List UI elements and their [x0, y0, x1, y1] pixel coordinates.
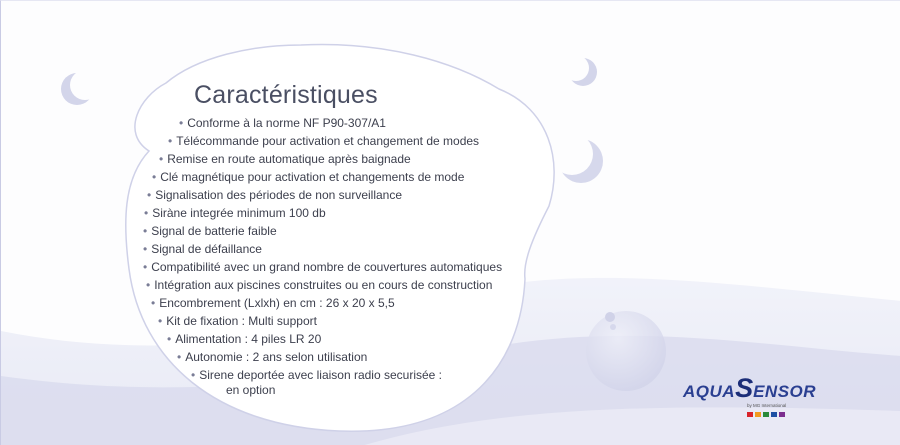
logo-s: S	[735, 373, 754, 403]
logo-color-swatches	[747, 412, 785, 417]
bullet: •	[152, 170, 157, 184]
feature-item	[179, 116, 386, 130]
bullet: •	[143, 224, 148, 238]
logo-swatch	[755, 412, 761, 417]
feature-item	[146, 278, 492, 292]
logo-ensor: ENSOR	[753, 382, 817, 401]
feature-continuation: en option	[226, 383, 276, 397]
feature-text: Signal de défaillance	[151, 242, 262, 256]
feature-item	[191, 368, 442, 382]
page-title: Caractéristiques	[194, 81, 378, 109]
logo-swatch	[763, 412, 769, 417]
feature-text: Clé magnétique pour activation et changements de mode	[160, 170, 465, 184]
bullet: •	[143, 260, 148, 274]
feature-text: Alimentation : 4 piles LR 20	[175, 332, 322, 346]
feature-text: Autonomie : 2 ans selon utilisation	[185, 350, 368, 364]
feature-text: Signal de batterie faible	[151, 224, 277, 238]
feature-text: Compatibilité avec un grand nombre de couvertures automatiques	[151, 260, 503, 274]
feature-item	[168, 134, 479, 148]
bullet: •	[177, 350, 182, 364]
logo-wordmark	[683, 375, 816, 402]
feature-text: Encombrement (Lxlxh) en cm : 26 x 20 x 5,5	[159, 296, 395, 310]
bullet: •	[167, 332, 172, 346]
bullet: •	[151, 296, 156, 310]
feature-text: Sirene deportée avec liaison radio securisée :	[199, 368, 443, 382]
logo-swatch	[771, 412, 777, 417]
feature-item	[143, 242, 262, 256]
feature-item	[147, 188, 402, 202]
feature-item	[151, 296, 395, 310]
bullet: •	[143, 242, 148, 256]
aquasensor-logo	[683, 373, 817, 423]
feature-text: Télécommande pour activation et changement de modes	[176, 134, 480, 148]
feature-item	[167, 332, 321, 346]
feature-text: Intégration aux piscines construites ou en cours de construction	[154, 278, 493, 292]
bullet: •	[146, 278, 151, 292]
feature-item	[177, 350, 367, 364]
bullet: •	[168, 134, 173, 148]
feature-item	[152, 170, 464, 184]
logo-subtitle: by MG International	[747, 403, 787, 408]
feature-text: Siràne integrée minimum 100 db	[152, 206, 326, 220]
logo-swatch	[779, 412, 785, 417]
bullet: •	[147, 188, 152, 202]
logo-aqua: AQUA	[683, 382, 736, 401]
feature-item	[143, 224, 277, 238]
bullet: •	[144, 206, 149, 220]
bullet: •	[159, 152, 164, 166]
feature-item	[158, 314, 317, 328]
feature-text: Kit de fixation : Multi support	[166, 314, 317, 328]
bullet: •	[158, 314, 163, 328]
bullet: •	[179, 116, 184, 130]
feature-item	[159, 152, 411, 166]
feature-text: Signalisation des périodes de non surveillance	[155, 188, 403, 202]
bullet: •	[191, 368, 196, 382]
feature-item	[143, 260, 502, 274]
logo-swatch	[747, 412, 753, 417]
feature-item	[144, 206, 326, 220]
feature-text: Remise en route automatique après baignade	[167, 152, 411, 166]
feature-text: Conforme à la norme NF P90-307/A1	[187, 116, 386, 130]
